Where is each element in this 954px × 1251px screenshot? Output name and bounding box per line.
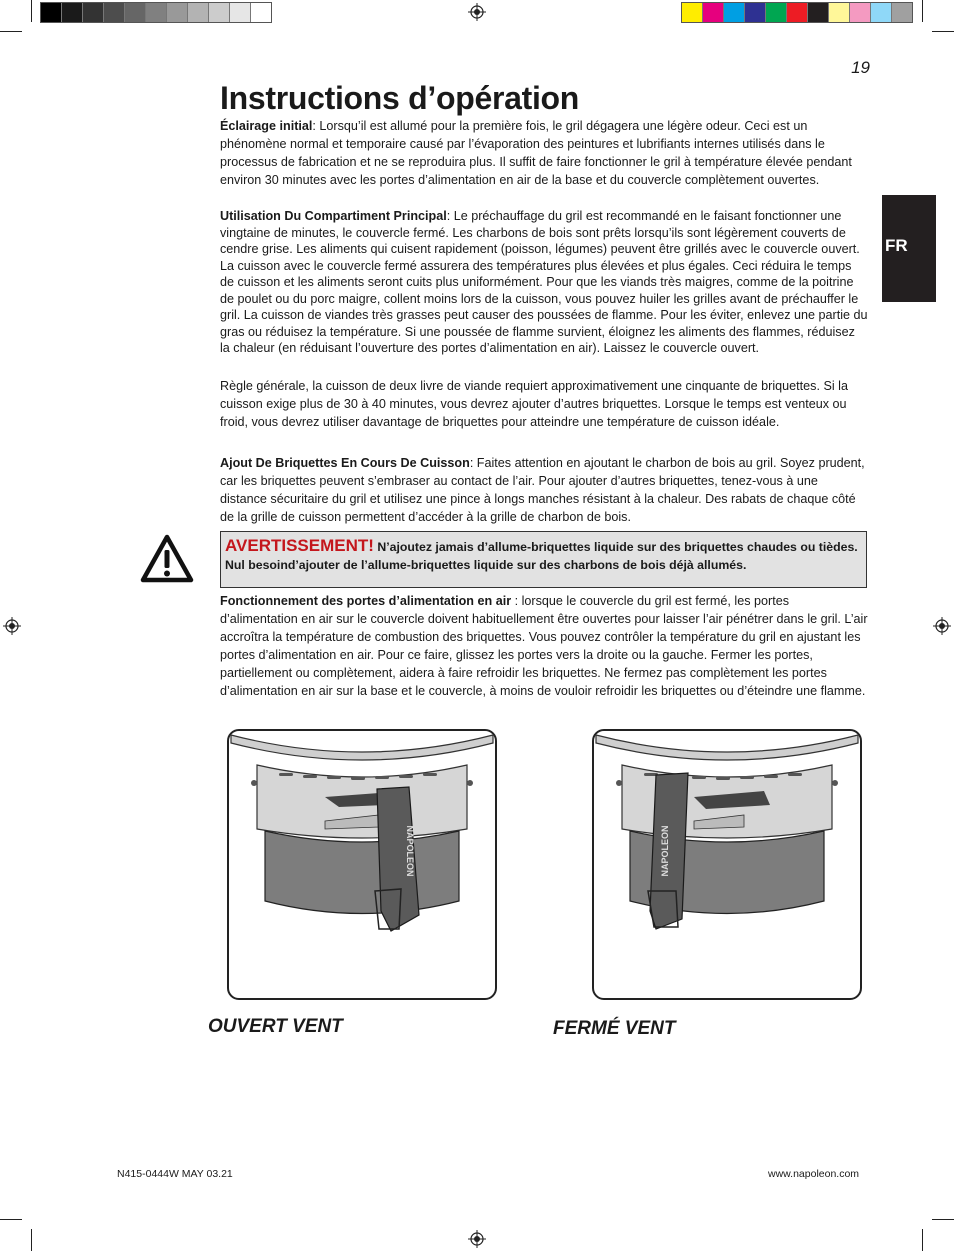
handle-brand-text: NAPOLEON <box>660 825 670 877</box>
crop-mark <box>932 31 954 32</box>
registration-mark-icon <box>468 1230 486 1248</box>
warning-box <box>220 531 867 588</box>
figure-caption-closed: FERMÉ VENT <box>553 1018 676 1039</box>
warning-label: AVERTISSEMENT! <box>225 536 374 555</box>
color-swatch <box>188 3 209 22</box>
page-title: Instructions d’opération <box>220 80 580 116</box>
paragraph-body: : Faites attention en ajoutant le charbon de bois au gril. Soyez prudent, car les briquettes peuvent s’embraser au contact de l’air. Pour ajouter d’autres briquettes, tenez-vous à une distance sécuritaire du gril et utilisez une pince à longs manches résistant à la chaleur. Des rabats de chaque côté de la grille de cuisson permettent d’accéder à la grille de charbon de bois. <box>220 456 865 524</box>
warning-text: N’ajoutez jamais d’allume-briquettes liquide sur des briquettes chaudes ou tièdes. Nul besoind’ajouter de l’allume-briquettes liquide sur des charbons de bois déjà allumés. <box>225 540 858 572</box>
crop-mark <box>0 31 22 32</box>
registration-mark-icon <box>468 3 486 21</box>
paragraph-body: Règle générale, la cuisson de deux livre de viande requiert approximativement une cinquante de briquettes. Si la cuisson exige plus de 30 à 40 minutes, vous devrez ajouter d’autres briquettes. Lorsque le temps est venteux ou froid, vous devrez utiliser davantage de briquettes pour atteindre une température de cuisson idéale. <box>220 379 848 429</box>
website-url: www.napoleon.com <box>768 1168 860 1180</box>
color-swatch <box>829 3 850 22</box>
grill-vent-closed-illustration <box>594 731 860 998</box>
language-tab-label: FR <box>885 236 908 255</box>
color-swatch <box>251 3 271 22</box>
registration-mark-icon <box>3 617 21 635</box>
page-number: 19 <box>851 58 870 77</box>
registration-mark-icon <box>933 617 951 635</box>
figure-vent-closed <box>592 729 862 1000</box>
color-swatch <box>787 3 808 22</box>
crop-mark <box>31 1229 32 1251</box>
paragraph-general-rule <box>220 377 868 431</box>
color-swatch <box>724 3 745 22</box>
color-swatch <box>850 3 871 22</box>
paragraph-lead: Utilisation Du Compartiment Principal <box>220 209 447 223</box>
grill-vent-open-illustration <box>229 731 495 998</box>
crop-mark <box>922 0 923 22</box>
paragraph-body: : Le préchauffage du gril est recommandé en le faisant fonctionner une vingtaine de minutes, le couvercle fermé. Les charbons de bois sont prêts lorsqu’ils sont légèrement couverts de cendre grise. Les aliments qui cuisent rapidement (poisson, légumes) peuvent être grillés avec le couvercle ouvert. La cuisson avec le couvercle fermé assurera des températures plus élevées et plus égales. Ceci réduira le temps de cuisson et les aliments seront cuits plus uniformément. Pour que les viands très maigres, comme de la poitrine de poulet ou du porc maigre, collent moins lors de la cuisson, vous pouvez huiler les grilles avant de préchauffer le gril. La cuisson de viandes très grasses peut causer des poussées de flamme. Pour les éviter, enlevez une partie du gras ou réduisez la température. Si une poussée de flamme survient, éloignez les aliments des flammes, réduisez la chaleur (en réduisant l’ouverture des portes d’alimentation en air). Laissez le couvercle ouvert. <box>220 209 868 355</box>
color-swatch <box>808 3 829 22</box>
figure-vent-open <box>227 729 497 1000</box>
figure-caption-open: OUVERT VENT <box>208 1016 343 1037</box>
color-swatch <box>83 3 104 22</box>
paragraph-lead: Éclairage initial <box>220 119 313 133</box>
color-swatch <box>125 3 146 22</box>
color-swatch <box>682 3 703 22</box>
color-swatch <box>871 3 892 22</box>
color-swatch <box>146 3 167 22</box>
paragraph-lead: Fonctionnement des portes d’alimentation en air <box>220 594 512 608</box>
color-swatch <box>41 3 62 22</box>
color-swatch <box>62 3 83 22</box>
color-swatch <box>167 3 188 22</box>
color-swatch <box>209 3 230 22</box>
paragraph-adding-briquettes <box>220 454 868 526</box>
paragraph-lead: Ajout De Briquettes En Cours De Cuisson <box>220 456 470 470</box>
paragraph-body: : Lorsqu’il est allumé pour la première fois, le gril dégagera une légère odeur. Ceci est un phénomène normal et temporaire causé par l’évaporation des peintures et lubrifiants internes utilisés dans le processus de fabrication et ne se reproduira plus. Il suffit de faire fonctionner le gril à température élevée pendant environ 30 minutes avec les portes d’alimentation en air de la base et du couvercle complètement ouvertes. <box>220 119 852 187</box>
warning-triangle-icon <box>140 534 194 584</box>
crop-mark <box>922 1229 923 1251</box>
handle-brand-text: NAPOLEON <box>405 825 415 877</box>
document-code: N415-0444W MAY 03.21 <box>117 1168 233 1180</box>
color-swatch <box>104 3 125 22</box>
color-swatch <box>892 3 912 22</box>
paragraph-initial-lighting <box>220 117 868 189</box>
crop-mark <box>31 0 32 22</box>
color-swatch <box>230 3 251 22</box>
crop-mark <box>932 1219 954 1220</box>
color-swatch-bar <box>681 2 913 23</box>
grayscale-swatch-bar <box>40 2 272 23</box>
language-tab <box>882 195 936 302</box>
crop-mark <box>0 1219 22 1220</box>
paragraph-air-vents <box>220 592 868 700</box>
color-swatch <box>766 3 787 22</box>
paragraph-main-compartment <box>220 208 868 357</box>
paragraph-body: : lorsque le couvercle du gril est fermé, les portes d’alimentation en air sur le couvercle doivent habituellement être ouvertes pour laisser l’air pénétrer dans le gril. L’air accroîtra la température de combustion des briquettes. Vous pouvez contrôler la température du gril en ajustant les portes d’alimentation en air. Pour ce faire, glissez les portes vers la droite ou la gauche. Fermer les portes, partiellement ou complètement, aidera à faire refroidir les briquettes. Ne fermez pas complètement les portes d’alimentation en air sur la base et le couvercle, à moins de vouloir refroidir les briquettes ou d’éteindre une flamme. <box>220 594 868 698</box>
color-swatch <box>703 3 724 22</box>
color-swatch <box>745 3 766 22</box>
